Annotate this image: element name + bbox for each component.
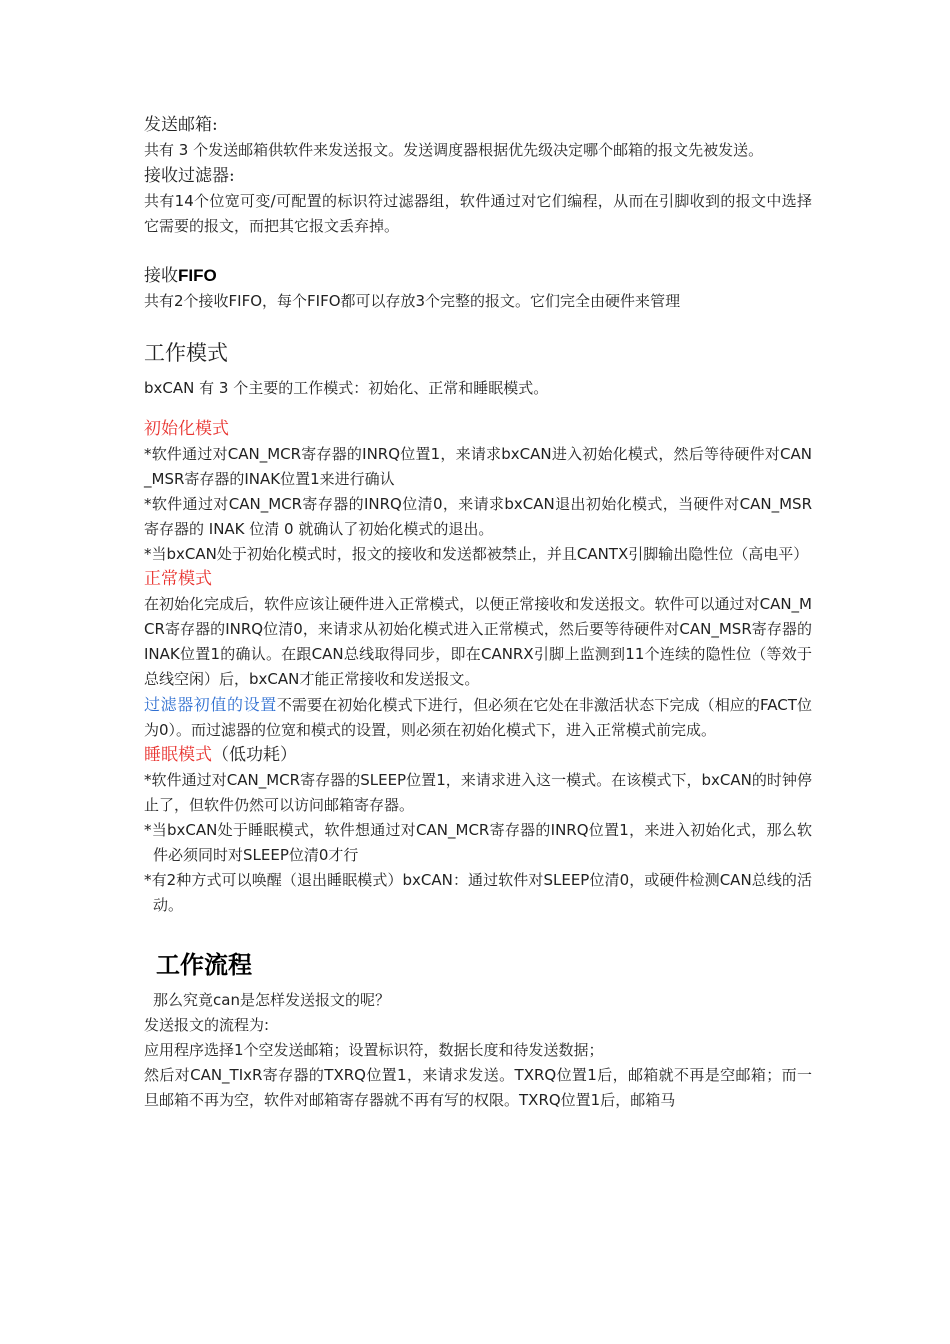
init-mode-heading: 初始化模式 [144,419,229,439]
sleep-bullet-3: *有2种方式可以唤醒（退出睡眠模式）bxCAN：通过软件对SLEEP位清0，或硬件检测CAN总线的活动。 [144,871,812,914]
normal-mode-heading: 正常模式 [144,569,212,589]
fifo-paragraph: 共有2个接收FIFO，每个FIFO都可以存放3个完整的报文。它们完全由硬件来管理 [144,292,681,310]
sleep-mode-title: 睡眠模式 [144,745,212,765]
work-flow-heading: 工作流程 [156,951,252,979]
filter-heading: 接收过滤器: [144,166,235,186]
flow-line-3: 然后对CAN_TIxR寄存器的TXRQ位置1，来请求发送。TXRQ位置1后，邮箱就不再是空邮箱；而一旦邮箱不再为空，软件对邮箱寄存器就不再有写的权限。TXRQ位置1后，邮箱马 [144,1066,812,1109]
document-page [144,112,812,1113]
sleep-mode-heading [144,743,812,768]
work-mode-heading: 工作模式 [144,341,228,365]
send-mailbox-heading: 发送邮箱: [144,115,218,135]
filter-init-text: 不需要在初始化模式下进行，但必须在它处在非激活状态下完成（相应的FACT位为0）。而过滤器的位宽和模式的设置，则必须在初始化模式下，进入正常模式前完成。 [144,696,812,739]
fifo-heading-bold: FIFO [178,266,217,285]
init-bullet-1: *软件通过对CAN_MCR寄存器的INRQ位置1，来请求bxCAN进入初始化模式，然后等待硬件对CAN_MSR寄存器的INAK位置1来进行确认 [144,445,812,488]
fifo-heading [144,263,812,289]
flow-line-2: 应用程序选择1个空发送邮箱；设置标识符，数据长度和待发送数据； [144,1041,604,1059]
flow-question: 那么究竟can是怎样发送报文的呢？ [153,991,390,1009]
normal-mode-paragraph: 在初始化完成后，软件应该让硬件进入正常模式，以便正常接收和发送报文。软件可以通过对CAN_MCR寄存器的INRQ位清0，来请求从初始化模式进入正常模式，然后要等待硬件对CAN_MSR寄存器的INAK位置1的确认。在跟CAN总线取得同步，即在CANRX引脚上监测到11个连续的隐性位（等效于总线空闲）后，bxCAN才能正常接收和发送报文。 [144,595,812,688]
sleep-mode-suffix: （低功耗） [212,745,297,765]
init-bullet-2: *软件通过对CAN_MCR寄存器的INRQ位清0，来请求bxCAN退出初始化模式，当硬件对CAN_MSR 寄存器的 INAK 位清 0 就确认了初始化模式的退出。 [144,495,812,538]
work-mode-paragraph: bxCAN 有 3 个主要的工作模式：初始化、正常和睡眠模式。 [144,379,549,397]
filter-init-paragraph [144,692,812,743]
sleep-bullet-2: *当bxCAN处于睡眠模式，软件想通过对CAN_MCR寄存器的INRQ位置1，来进入初始化式，那么软件必须同时对SLEEP位清0才行 [144,821,812,864]
sleep-bullet-1: *软件通过对CAN_MCR寄存器的SLEEP位置1，来请求进入这一模式。在该模式下，bxCAN的时钟停止了，但软件仍然可以访问邮箱寄存器。 [144,771,812,814]
filter-init-highlight: 过滤器初值的设置 [144,695,277,714]
fifo-heading-prefix: 接收 [144,266,178,286]
flow-line-1: 发送报文的流程为: [144,1016,270,1034]
filter-paragraph: 共有14个位宽可变/可配置的标识符过滤器组，软件通过对它们编程，从而在引脚收到的报文中选择它需要的报文，而把其它报文丢弃掉。 [144,192,812,235]
send-mailbox-paragraph: 共有 3 个发送邮箱供软件来发送报文。发送调度器根据优先级决定哪个邮箱的报文先被发送。 [144,141,764,159]
init-bullet-3: *当bxCAN处于初始化模式时，报文的接收和发送都被禁止，并且CANTX引脚输出隐性位（高电平） [144,545,809,563]
